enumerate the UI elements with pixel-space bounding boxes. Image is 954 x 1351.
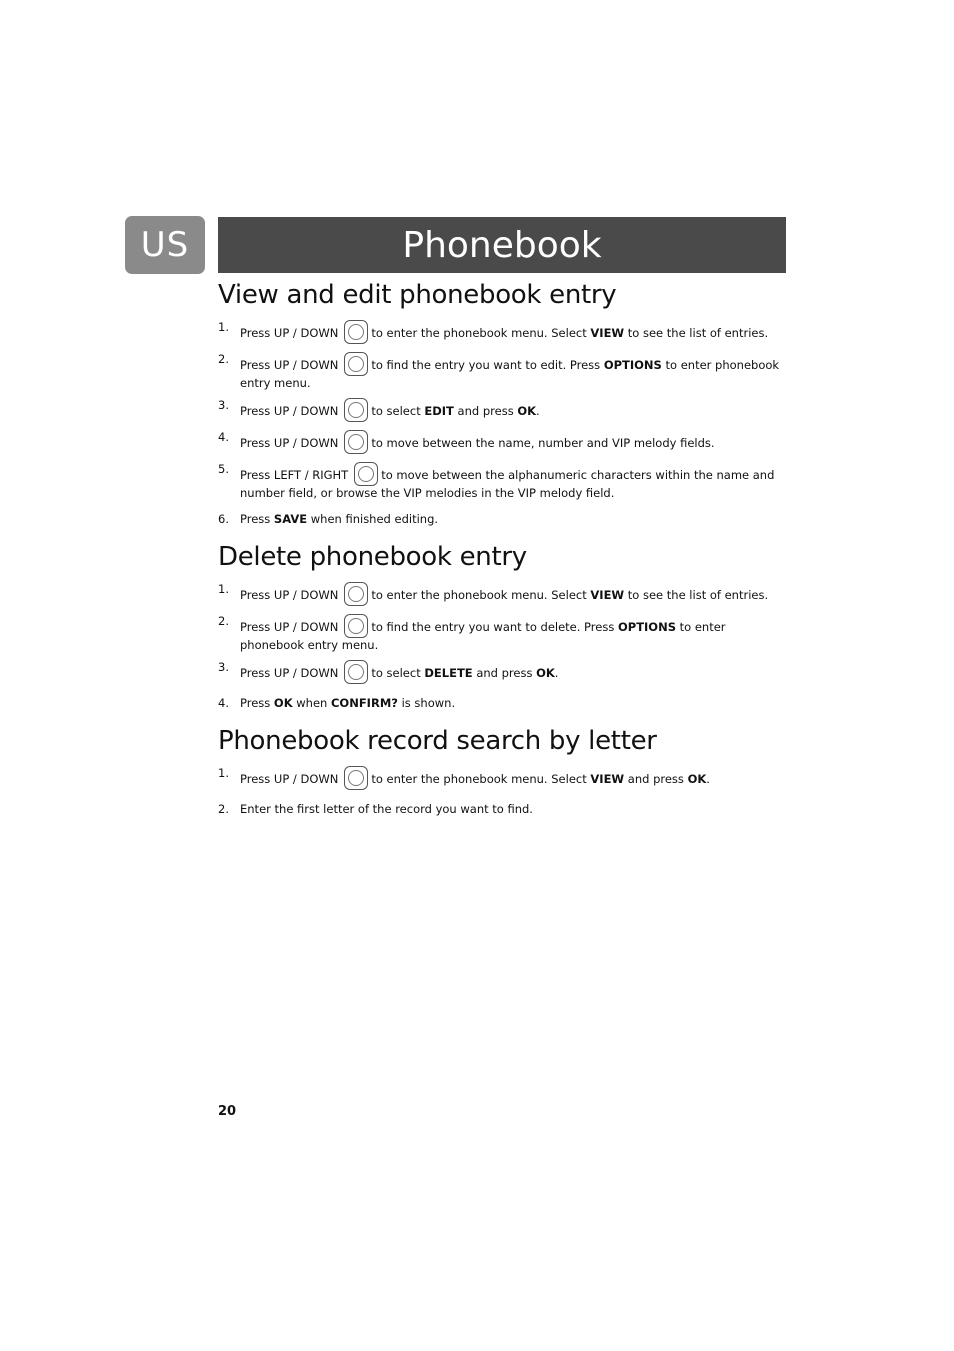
page-number: 20 bbox=[218, 1104, 237, 1119]
nav-key-icon bbox=[344, 582, 368, 606]
step-item bbox=[218, 614, 788, 652]
section-heading: View and edit phonebook entry bbox=[218, 280, 617, 310]
step-text: is shown. bbox=[397, 696, 456, 710]
step-keyword: VIEW bbox=[590, 588, 625, 602]
step-number: 4. bbox=[218, 430, 229, 444]
step-text: Press bbox=[240, 512, 274, 526]
step-keyword: OK bbox=[273, 696, 293, 710]
section-delete bbox=[218, 542, 788, 710]
step-keyword: CONFIRM? bbox=[330, 696, 398, 710]
page-title: Phonebook bbox=[218, 217, 786, 273]
step-number: 5. bbox=[218, 462, 229, 476]
step-text: when bbox=[292, 696, 331, 710]
step-number: 2. bbox=[218, 614, 229, 628]
nav-key-icon bbox=[344, 320, 368, 344]
step-prefix: Press UP / DOWN bbox=[240, 326, 339, 340]
step-keyword: OK bbox=[687, 772, 707, 786]
step-prefix: Press UP / DOWN bbox=[240, 772, 339, 786]
step-text: and press bbox=[624, 772, 688, 786]
step-text: to move between the name, number and VIP melody fields. bbox=[371, 436, 715, 450]
step-prefix: Press UP / DOWN bbox=[240, 588, 339, 602]
step-text: to move between the alphanumeric characters within the name and number field, or browse the VIP melodies in the VIP melody field. bbox=[240, 468, 775, 500]
step-text: . bbox=[536, 404, 540, 418]
step-item bbox=[218, 398, 788, 422]
steps-list bbox=[218, 320, 788, 526]
step-item bbox=[218, 582, 788, 606]
step-text: to enter the phonebook menu. Select bbox=[371, 326, 591, 340]
step-text: to find the entry you want to edit. Press bbox=[371, 358, 604, 372]
step-item bbox=[218, 696, 788, 710]
nav-key-icon bbox=[344, 352, 368, 376]
step-keyword: VIEW bbox=[590, 772, 625, 786]
nav-key-icon bbox=[344, 660, 368, 684]
step-number: 3. bbox=[218, 660, 229, 674]
step-text: to enter phonebook entry menu. bbox=[240, 358, 780, 390]
step-keyword: OK bbox=[517, 404, 537, 418]
step-number: 1. bbox=[218, 582, 229, 596]
nav-key-icon bbox=[344, 398, 368, 422]
step-text: Press bbox=[240, 696, 274, 710]
step-text: . bbox=[554, 666, 559, 680]
step-item bbox=[218, 352, 788, 390]
step-prefix: Press UP / DOWN bbox=[240, 404, 339, 418]
nav-key-icon bbox=[344, 766, 368, 790]
section-view-edit bbox=[218, 280, 788, 526]
step-keyword: OK bbox=[536, 666, 555, 680]
step-number: 2. bbox=[218, 352, 229, 366]
step-text: to see the list of entries. bbox=[624, 326, 769, 340]
step-number: 2. bbox=[218, 802, 229, 816]
main-content bbox=[218, 280, 788, 816]
step-keyword: SAVE bbox=[273, 512, 308, 526]
step-item bbox=[218, 512, 788, 526]
step-keyword: OPTIONS bbox=[617, 620, 676, 634]
step-number: 6. bbox=[218, 512, 229, 526]
step-text: . bbox=[706, 772, 710, 786]
step-text: Enter the first letter of the record you want to find. bbox=[240, 802, 533, 816]
step-item bbox=[218, 766, 788, 790]
step-text: to find the entry you want to delete. Press bbox=[371, 620, 618, 634]
step-text: to enter the phonebook menu. Select bbox=[371, 772, 591, 786]
section-heading: Delete phonebook entry bbox=[218, 542, 527, 572]
step-item bbox=[218, 802, 788, 816]
steps-list bbox=[218, 766, 788, 816]
nav-key-icon bbox=[344, 614, 368, 638]
step-text: to see the list of entries. bbox=[624, 588, 769, 602]
step-text: to enter phonebook entry menu. bbox=[240, 620, 726, 652]
step-prefix: Press UP / DOWN bbox=[240, 620, 339, 634]
step-number: 3. bbox=[218, 398, 229, 412]
step-text: and press bbox=[472, 666, 537, 680]
steps-list bbox=[218, 582, 788, 710]
step-text: to select bbox=[371, 404, 425, 418]
step-keyword: DELETE bbox=[424, 666, 473, 680]
step-number: 1. bbox=[218, 766, 229, 780]
step-prefix: Press UP / DOWN bbox=[240, 666, 339, 680]
step-text: to select bbox=[371, 666, 425, 680]
step-prefix: Press UP / DOWN bbox=[240, 436, 339, 450]
step-keyword: EDIT bbox=[424, 404, 454, 418]
step-number: 1. bbox=[218, 320, 229, 334]
step-text: to enter the phonebook menu. Select bbox=[371, 588, 591, 602]
nav-key-icon bbox=[354, 462, 378, 486]
step-item bbox=[218, 320, 788, 344]
step-number: 4. bbox=[218, 696, 229, 710]
step-prefix: Press UP / DOWN bbox=[240, 358, 339, 372]
step-keyword: OPTIONS bbox=[603, 358, 662, 372]
step-item bbox=[218, 660, 788, 684]
step-text: when finished editing. bbox=[307, 512, 439, 526]
section-heading: Phonebook record search by letter bbox=[218, 726, 657, 756]
step-text: and press bbox=[453, 404, 518, 418]
step-prefix: Press LEFT / RIGHT bbox=[240, 468, 349, 482]
step-item bbox=[218, 430, 788, 454]
language-tab: US bbox=[125, 216, 205, 274]
nav-key-icon bbox=[344, 430, 368, 454]
section-search bbox=[218, 726, 788, 816]
step-keyword: VIEW bbox=[590, 326, 625, 340]
step-item bbox=[218, 462, 788, 500]
